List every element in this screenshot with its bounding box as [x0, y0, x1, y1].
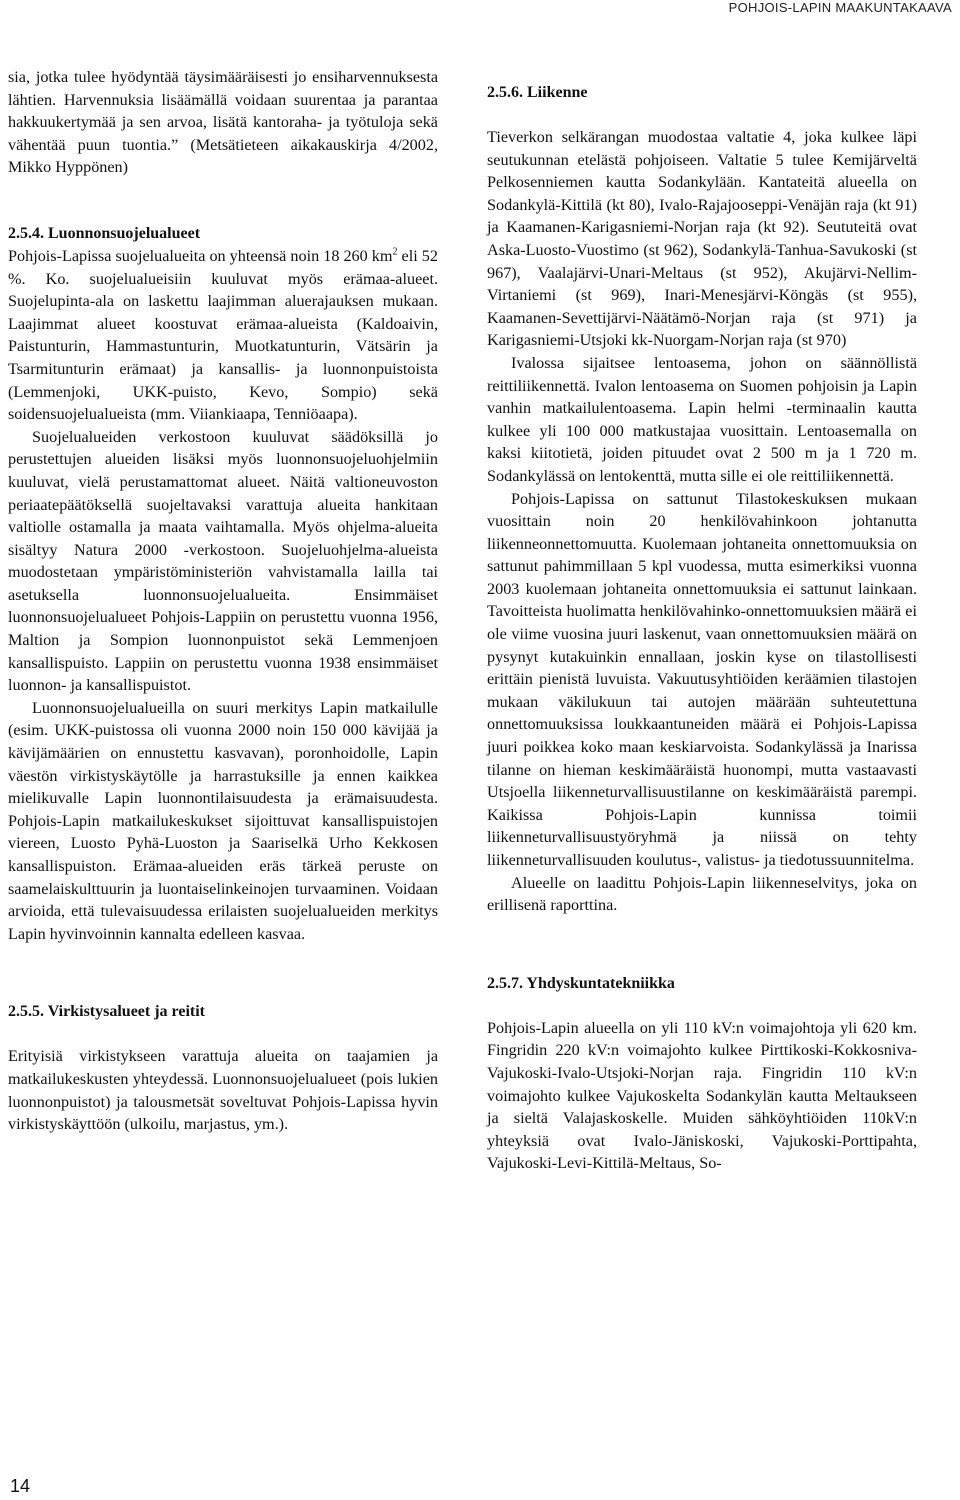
paragraph-traffic-safety: Pohjois-Lapissa on sattunut Tilastokeskuksen mukaan vuosittain noin 20 henkilövahinkoon johtanutta liikenneonnettomuutta. Kuolemaan johtaneita onnettomuuksia on sattunut pahimmillaan 5 kpl vuodessa, mutta esimerkiksi vuonna 2003 kuolemaan johtaneita onnettomuuksia ei sattunut lainkaan. Tavoitteista huolimatta henkilövahinko-onnettomuuksien määrä ei ole viime vuosina juuri laskenut, vaan onnettomuuksien määrä on pysynyt kutakuinkin ennallaan, joskin kyse on tilastollisesti erittäin pienistä luvuista. Vakuutusyhtiöiden keräämien tilastojen mukaan väkilukuun tai autojen määrään suhteutettuna onnettomuuksissa loukkaantuneiden määrä ei Pohjois-Lapissa juuri poikkea koko maan keskiarvoista. Sodankylässä ja Inarissa tilanne on hieman keskimääräistä huonompi, mutta vastaavasti Utsjoella liikenneturvallisuustilanne on keskimääräistä parempi. Kaikissa Pohjois-Lapin kunnissa toimii liikenneturvallisuustyöryhmä ja niissä on tehty liikenneturvallisuuden koulutus-, valistus- ja tiedotussuunnitelma. [487, 489, 917, 869]
running-header: POHJOIS-LAPIN MAAKUNTAKAAVA [728, 0, 952, 15]
superscript-two: 2 [392, 246, 398, 258]
section-heading-liikenne: 2.5.6. Liikenne [487, 84, 588, 101]
page-number: 14 [10, 1476, 31, 1496]
left-column [8, 66, 438, 1136]
paragraph-recreation: Erityisiä virkistykseen varattuja alueita on taajamien ja matkailukeskusten yhteydessä. Luonnonsuojelualueet (pois lukien luonnonpuistot) ja talousmetsät soveltuvat Pohjois-Lapissa hyvin virkistyskäyttöön (ulkoilu, marjastus, ym.). [8, 1047, 438, 1134]
paragraph-protection-network: Suojelualueiden verkostoon kuuluvat säädöksillä jo perustettujen alueiden lisäksi myös luonnonsuojeluohjelmiin kuuluvat, vielä perustamattomat alueet. Näitä valtioneuvoston periaatepäätöksellä suojeltavaksi varattuja alueita hankitaan valtiolle ostamalla ja maata vaihtamalla. Myös ohjelma-alueita sisältyy Natura 2000 -verkostoon. Suojeluohjelma-alueista muodostetaan ympäristöministeriön vahvistamalla lailla tai asetuksella luonnonsuojelualueita. Ensimmäiset luonnonsuojelualueet Pohjois-Lappiin on perustettu vuonna 1956, Maltion ja Sompion luonnonpuistot sekä Lemmenjoen kansallispuisto. Lappiin on perustettu vuonna 1938 ensimmäiset luonnon- ja kansallispuistot. [8, 427, 438, 695]
paragraph-power-lines: Pohjois-Lapin alueella on yli 110 kV:n voimajohtoja yli 620 km. Fingridin 220 kV:n voimajohto kulkee Pirttikoski-Kokkosniva-Vajukoski-Ivalo-Utsjoki-Norjan raja. Fingridin 110 kV:n voimajohto kulkee Vajukoskelta Sodankylän kautta Meltaukseen ja sieltä Valajaskoskelle. Muiden sähköyhtiöiden 110kV:n yhteyksiä ovat Ivalo-Jäniskoski, Vajukoski-Porttipahta, Vajukoski-Levi-Kittilä-Meltaus, So- [487, 1018, 917, 1173]
section-heading-luonnonsuojelualueet: 2.5.4. Luonnonsuojelualueet [8, 224, 201, 242]
paragraph-protection-significance: Luonnonsuojelualueilla on suuri merkitys Lapin matkailulle (esim. UKK-puistossa oli vuonna 2000 noin 150 000 kävijää ja kävijämäärien on ennustettu kasvavan), poronhoidolle, Lapin väestön virkistyskäytölle ja harrastuksille ja ennen kaikkea mielikuvalle Lapin luonnontilaisuudesta ja erämaisuudesta. Pohjois-Lapin matkailukeskukset sijoittuvat kansallispuistojen viereen, Luosto Pyhä-Luoston ja Saariselkä Urho Kekkosen kansallispuiston. Erämaa-alueiden eräs tärkeä peruste on saamelaiskulttuurin ja luontaiselinkeinojen turvaaminen. Voidaan arvioida, että tulevaisuudessa erilaisten suojelualueiden merkitys Lapin hyvinvoinnin kannalta edelleen kasvaa. [8, 698, 438, 943]
section-heading-yhdyskuntatekniikka: 2.5.7. Yhdyskuntatekniikka [487, 974, 675, 992]
paragraph-road-network: Tieverkon selkärangan muodostaa valtatie 4, joka kulkee läpi seutukunnan etelästä pohjoiseen. Valtatie 5 tulee Kemijärveltä Pelkosenniemen kautta Sodankylään. Kantateitä alueella on Sodankylä-Kittilä (kt 80), Ivalo-Rajajooseppi-Venäjän raja (kt 91) ja Kaamanen-Karigasniemi-Norjan raja (kt 92). Seututeitä ovat Aska-Luosto-Vuostimo (st 962), Sodankylä-Tanhua-Savukoski (st 967), Vaalajärvi-Unari-Meltaus (st 952), Akujärvi-Nellim-Virtaniemi (st 969), Inari-Menesjärvi-Köngäs (st 955), Kaamanen-Sevettijärvi-Näätämö-Norjan raja (st 971) ja Karigasniemi-Utsjoki kk-Nuorgam-Norjan raja (st 970) [487, 128, 917, 350]
paragraph-traffic-report: Alueelle on laadittu Pohjois-Lapin liikenneselvitys, joka on erillisenä raporttina. [487, 873, 917, 915]
paragraph-protected-areas [8, 245, 438, 426]
paragraph-protected-areas-end: eli 52 %. Ko. suojelualueisiin kuuluvat myös erämaa-alueet. Suojelupinta-ala on laskettu laajimman aluerajauksen mukaan. Laajimmat alueet koostuvat erämaa-alueista (Kaldoaivin, Paistunturin, Hammastunturin, Muotkatunturin, Vätsärin ja Tsarmitunturin erämaat) ja kansallis- ja luonnonpuistoista (Lemmenjoki, UKK-puisto, Kevo, Sompio) sekä soidensuojelualueista (mm. Viiankiaapa, Tenniöaapa). [8, 246, 438, 424]
paragraph-protected-areas-start: Pohjois-Lapissa suojelualueita on yhteensä noin 18 260 km [8, 246, 393, 265]
paragraph-airport: Ivalossa sijaitsee lentoasema, johon on säännöllistä reittiliikennettä. Ivalon lentoasema on Suomen pohjoisin ja Lapin vanhin matkailulentoasema. Lapin helmi -terminaalin kautta kulkee yli 100 000 matkustajaa vuosittain. Lentoasemalla on kaksi kiitotietä, joiden pituudet ovat 2 500 m ja 1 720 m. Sodankylässä on lentokenttä, mutta sille ei ole reittiliikennettä. [487, 353, 917, 485]
right-column [487, 82, 917, 1175]
section-heading-virkistysalueet: 2.5.5. Virkistysalueet ja reitit [8, 1003, 206, 1021]
paragraph-intro: sia, jotka tulee hyödyntää täysimääräisesti jo ensiharvennuksesta lähtien. Harvennuksia lisäämällä voidaan suurentaa ja parantaa hakkuukertymää ja sen arvoa, lisätä kantoraha- ja työtuloja sekä vähentää puun tuontia.” (Metsätieteen aikakauskirja 4/2002, Mikko Hyppönen) [8, 68, 438, 177]
